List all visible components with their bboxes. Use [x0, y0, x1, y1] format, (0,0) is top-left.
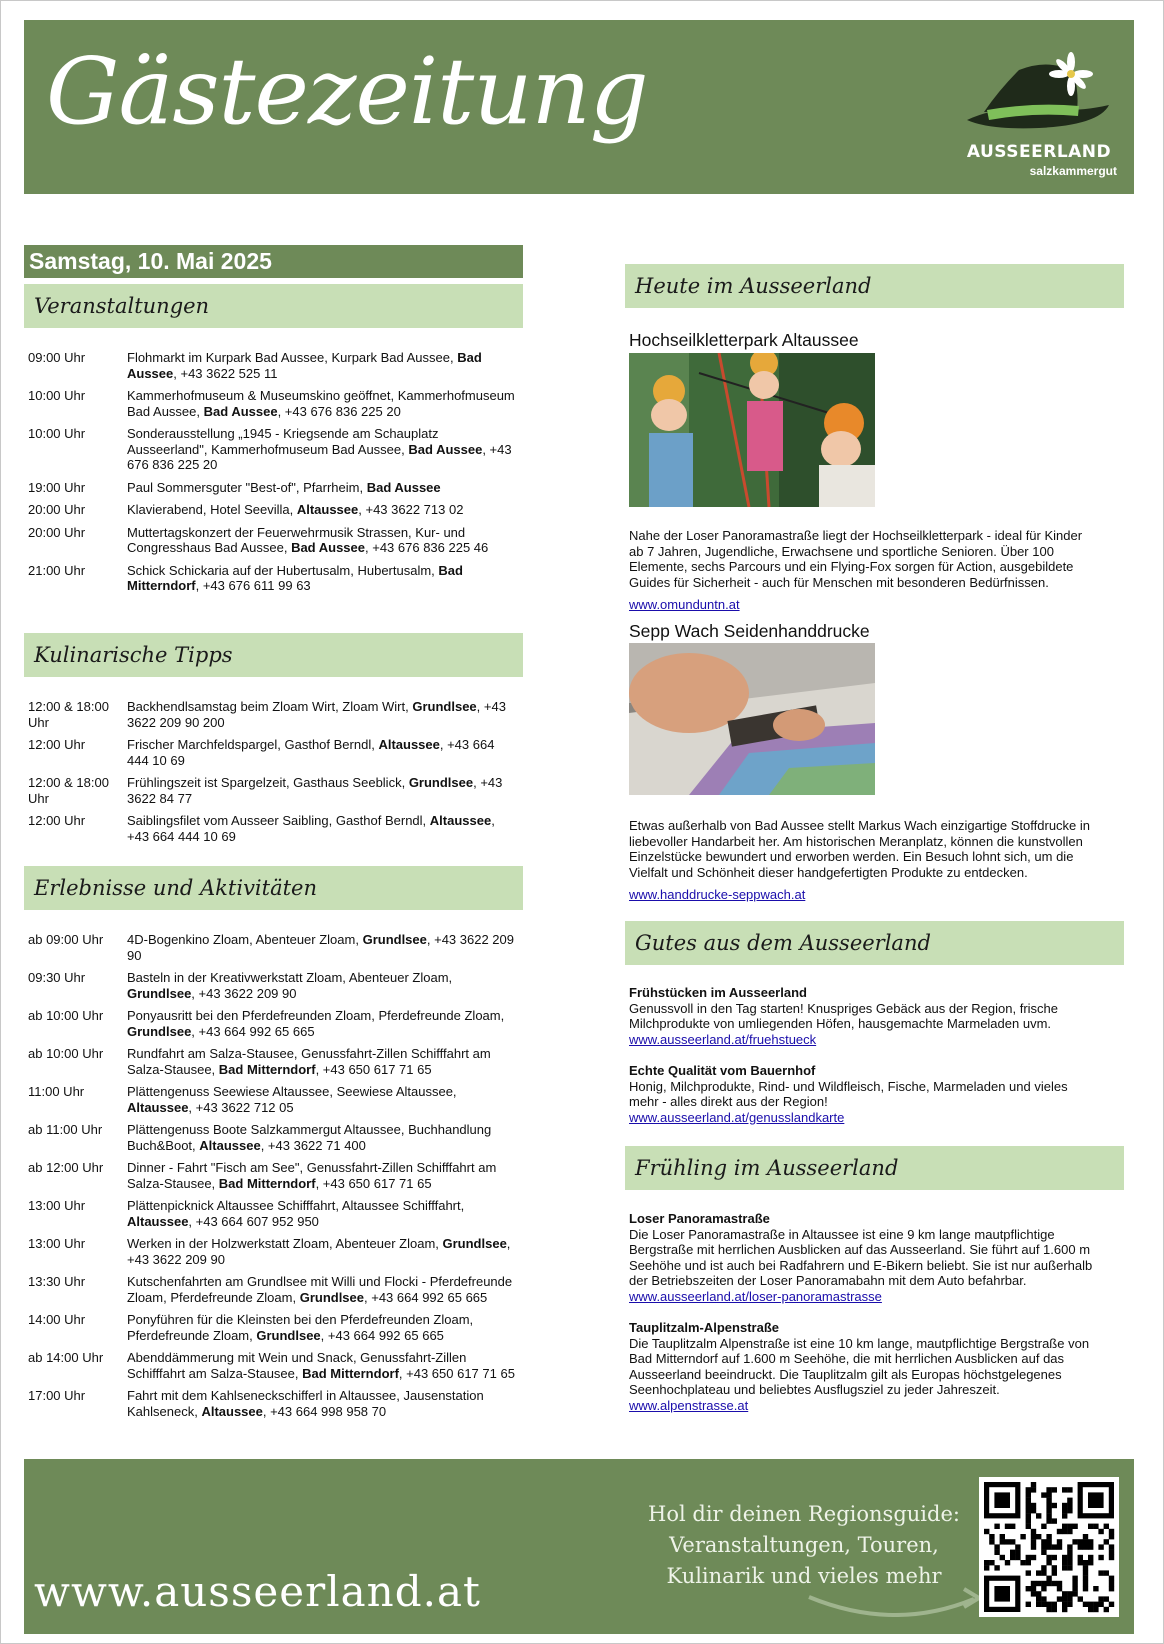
- event-phone: , +43 3622 71 400: [260, 1137, 366, 1153]
- ausseerland-logo[interactable]: [959, 50, 1119, 180]
- event-row: [28, 1350, 518, 1381]
- today-item-text: Etwas außerhalb von Bad Aussee stellt Markus Wach einzigartige Stoffdrucke in liebevoller Handarbeit her. Am historischen Meranplatz, können die kunstvollen Einzelstücke bewundert und erworben werden. Ein Besuch lohnt sich, um die Vielfalt und Schönheit dieser handgefertigten Produkte zu entdecken.: [629, 818, 1091, 880]
- event-time: 11:00 Uhr: [28, 1084, 85, 1099]
- event-row: [28, 970, 518, 1001]
- event-time: ab 11:00 Uhr: [28, 1122, 103, 1137]
- event-description: [127, 1350, 518, 1381]
- event-phone: , +43 650 617 71 65: [315, 1175, 432, 1191]
- culinary-list: [28, 699, 518, 851]
- event-description: [127, 737, 518, 768]
- event-title: Paul Sommersguter "Best-of", Pfarrheim,: [127, 479, 367, 495]
- event-row: [28, 1160, 518, 1191]
- good-item-link[interactable]: www.ausseerland.at/genusslandkarte: [629, 1109, 845, 1125]
- event-description: [127, 1160, 518, 1191]
- event-time: 12:00 Uhr: [28, 813, 86, 828]
- event-row: [28, 1388, 518, 1419]
- event-time: 12:00 & 18:00 Uhr: [28, 775, 109, 806]
- event-place: Altaussee: [127, 1099, 189, 1115]
- event-time: ab 10:00 Uhr: [28, 1008, 104, 1023]
- footer-url[interactable]: www.ausseerland.at: [34, 1567, 481, 1616]
- event-title: 4D-Bogenkino Zloam, Abenteuer Zloam,: [127, 932, 363, 947]
- event-time: 09:30 Uhr: [28, 970, 86, 985]
- spring-item-link[interactable]: www.ausseerland.at/loser-panoramastrasse: [629, 1288, 882, 1304]
- event-place: Bad Aussee: [408, 441, 483, 457]
- qr-code[interactable]: [979, 1477, 1119, 1617]
- section-activities-heading: Erlebnisse und Aktivitäten: [24, 866, 523, 910]
- event-description: [127, 1312, 518, 1343]
- good-item-title: Echte Qualität vom Bauernhof: [629, 1063, 816, 1078]
- event-place: Altaussee: [127, 1213, 189, 1229]
- event-place: Grundlsee: [256, 1327, 321, 1343]
- event-place: Altaussee: [201, 1403, 263, 1419]
- event-time: 20:00 Uhr: [28, 524, 86, 540]
- event-phone: , +43 664 444 10 69: [127, 737, 495, 768]
- event-time: 20:00 Uhr: [28, 502, 86, 517]
- event-time: ab 10:00 Uhr: [28, 1046, 104, 1061]
- event-phone: , +43 3622 712 05: [188, 1099, 294, 1115]
- event-title: Klavierabend, Hotel Seevilla,: [127, 502, 297, 517]
- event-phone: , +43 3622 525 11: [173, 365, 278, 381]
- event-time: ab 09:00 Uhr: [28, 932, 104, 947]
- event-place: Bad Mitterndorf: [302, 1365, 399, 1381]
- event-phone: , +43 664 992 65 665: [320, 1327, 444, 1343]
- event-description: [127, 1236, 518, 1267]
- event-title: Plättenpicknick Altaussee Schifffahrt, Altaussee Schifffahrt,: [127, 1198, 465, 1213]
- event-time: 13:30 Uhr: [28, 1274, 86, 1289]
- event-title: Werken in der Holzwerkstatt Zloam, Abenteuer Zloam,: [127, 1236, 443, 1251]
- event-description: [127, 1388, 518, 1419]
- event-phone: , +43 3622 209 90 200: [127, 699, 506, 730]
- event-place: Altaussee: [378, 737, 440, 752]
- event-description: [127, 932, 518, 963]
- event-time: 10:00 Uhr: [28, 388, 86, 403]
- event-phone: , +43 650 617 71 65: [315, 1061, 432, 1077]
- event-time: 13:00 Uhr: [28, 1236, 86, 1251]
- event-title: Abenddämmerung mit Wein und Snack, Genussfahrt-Zillen Schifffahrt am Salza-Stausee,: [127, 1350, 467, 1381]
- event-phone: , +43 664 992 65 665: [191, 1023, 315, 1039]
- event-description: [127, 525, 518, 556]
- date-heading: Samstag, 10. Mai 2025: [24, 245, 523, 278]
- event-title: Fahrt mit dem Kahlseneckschifferl in Altaussee, Jausenstation Kahlseneck,: [127, 1388, 484, 1419]
- event-row: [28, 1084, 518, 1115]
- event-place: Grundlsee: [408, 775, 474, 790]
- spring-item-title: Tauplitzalm-Alpenstraße: [629, 1320, 780, 1335]
- event-title: Frühlingszeit ist Spargelzeit, Gasthaus Seeblick,: [127, 775, 409, 790]
- event-description: [127, 480, 518, 496]
- event-description: [127, 970, 518, 1001]
- event-row: [28, 502, 518, 518]
- event-place: Bad Mitterndorf: [127, 562, 463, 593]
- footer-banner: [24, 1459, 1134, 1634]
- event-row: [28, 813, 518, 844]
- event-description: [127, 502, 518, 518]
- event-time: 09:00 Uhr: [28, 350, 86, 365]
- event-row: [28, 480, 518, 496]
- event-phone: , +43 676 611 99 63: [195, 578, 311, 593]
- section-culinary-heading: Kulinarische Tipps: [24, 633, 523, 677]
- event-row: [28, 1236, 518, 1267]
- event-title: Kammerhofmuseum & Museumskino geöffnet, Kammerhofmuseum Bad Aussee,: [127, 388, 515, 419]
- climbing-park-photo: [629, 353, 875, 507]
- logo-wordmark: AUSSEERLAND: [966, 142, 1112, 162]
- event-row: [28, 932, 518, 963]
- header-banner: [24, 20, 1134, 194]
- event-title: Sonderausstellung „1945 - Kriegsende am Schauplatz Ausseerland", Kammerhofmuseum Bad Aussee,: [127, 426, 439, 457]
- event-phone: , +43 3622 209 90: [127, 932, 514, 963]
- event-row: [28, 350, 518, 381]
- event-phone: , +43 664 992 65 665: [364, 1289, 488, 1305]
- event-row: [28, 388, 518, 419]
- guide-line: Kulinarik und vieles mehr: [666, 1564, 942, 1588]
- event-phone: , +43 3622 209 90: [127, 1236, 511, 1267]
- event-place: Grundlsee: [362, 932, 427, 947]
- today-item-title: Hochseilkletterpark Altaussee: [629, 330, 859, 350]
- event-description: [127, 563, 518, 594]
- event-phone: , +43 3622 84 77: [127, 775, 503, 806]
- event-row: [28, 563, 518, 594]
- hat-icon: [959, 50, 1119, 145]
- section-today-heading: Heute im Ausseerland: [625, 264, 1124, 308]
- event-phone: , +43 664 444 10 69: [127, 813, 495, 844]
- event-time: 19:00 Uhr: [28, 479, 86, 495]
- event-title: Frischer Marchfeldspargel, Gasthof Berndl,: [127, 737, 379, 752]
- event-description: [127, 1046, 518, 1077]
- event-place: Bad Mitterndorf: [218, 1061, 316, 1077]
- event-time: 21:00 Uhr: [28, 562, 86, 578]
- good-item: [629, 985, 1099, 1047]
- silk-print-photo: [629, 643, 875, 795]
- event-phone: , +43 676 836 225 20: [277, 403, 401, 419]
- event-place: Grundlsee: [127, 1023, 192, 1039]
- event-time: 13:00 Uhr: [28, 1198, 86, 1213]
- page-title: Gästezeitung: [46, 38, 648, 145]
- event-time: 10:00 Uhr: [28, 426, 86, 441]
- today-item-title: Sepp Wach Seidenhanddrucke: [629, 621, 870, 641]
- event-description: [127, 699, 518, 730]
- event-description: [127, 775, 518, 806]
- logo-subtitle: salzkammergut: [1029, 164, 1117, 178]
- spring-item-text: Die Loser Panoramastraße in Altaussee ist eine 9 km lange mautpflichtige Bergstraße mit herrlichen Ausblicken auf das Ausseerland. Sie führt auf 1.600 m Seehöhe und ist auch bei Radfahrern und E-Bikern beliebt. Sie ist nur außerhalb der Betriebszeiten der Loser Panoramabahn mit dem Auto befahrbar.: [629, 1226, 1093, 1288]
- event-title: Flohmarkt im Kurpark Bad Aussee, Kurpark Bad Aussee,: [127, 350, 458, 365]
- event-place: Grundlsee: [299, 1289, 364, 1305]
- event-description: [127, 1008, 518, 1039]
- event-title: Basteln in der Kreativwerkstatt Zloam, Abenteuer Zloam,: [127, 970, 453, 985]
- event-title: Schick Schickaria auf der Hubertusalm, Hubertusalm,: [127, 562, 439, 578]
- event-place: Grundlsee: [442, 1236, 507, 1251]
- arrow-icon: [804, 1577, 994, 1617]
- event-row: [28, 1008, 518, 1039]
- event-place: Bad Aussee: [127, 350, 482, 381]
- event-place: Altaussee: [296, 502, 359, 517]
- event-row: [28, 699, 518, 730]
- event-title: Ponyausritt bei den Pferdefreunden Zloam, Pferdefreunde Zloam,: [127, 1008, 505, 1023]
- event-place: Bad Aussee: [291, 540, 365, 555]
- guide-line: Hol dir deinen Regionsguide:: [648, 1502, 960, 1526]
- event-description: [127, 1084, 518, 1115]
- event-place: Grundlsee: [412, 699, 477, 714]
- event-phone: , +43 664 998 958 70: [262, 1403, 387, 1419]
- event-phone: , +43 664 607 952 950: [188, 1213, 319, 1229]
- spring-item-title: Loser Panoramastraße: [629, 1211, 770, 1226]
- event-description: [127, 426, 518, 473]
- event-title: Dinner - Fahrt "Fisch am See", Genussfahrt-Zillen Schifffahrt am Salza-Stausee,: [127, 1160, 497, 1191]
- section-spring-heading: Frühling im Ausseerland: [625, 1146, 1124, 1190]
- event-description: [127, 1122, 518, 1153]
- event-title: Backhendlsamstag beim Zloam Wirt, Zloam Wirt,: [127, 699, 413, 714]
- event-title: Plättengenuss Boote Salzkammergut Altaussee, Buchhandlung Buch&Boot,: [127, 1122, 492, 1153]
- event-row: [28, 1122, 518, 1153]
- event-title: Muttertagskonzert der Feuerwehrmusik Strassen, Kur- und Congresshaus Bad Aussee,: [127, 524, 466, 555]
- event-phone: , +43 650 617 71 65: [398, 1365, 515, 1381]
- event-time: 12:00 Uhr: [28, 737, 86, 752]
- event-time: 14:00 Uhr: [28, 1312, 86, 1327]
- event-phone: , +43 3622 713 02: [358, 502, 464, 517]
- today-item-text: Nahe der Loser Panoramastraße liegt der Hochseilkletterpark - ideal für Kinder ab 7 Jahren, Jugendliche, Erwachsene und sportliche Senioren. Über 100 Elemente, sechs Parcours und ein Flying-Fox sorgen für Action, ausgebildete Guides für Sicherheit - auch für Menschen mit besonderen Bedürfnissen.: [629, 528, 1083, 590]
- event-phone: , +43 3622 209 90: [191, 985, 297, 1001]
- event-description: [127, 350, 518, 381]
- event-time: 17:00 Uhr: [28, 1388, 86, 1403]
- event-place: Bad Mitterndorf: [218, 1175, 316, 1191]
- event-description: [127, 813, 518, 844]
- event-title: Saiblingsfilet vom Ausseer Saibling, Gasthof Berndl,: [127, 813, 430, 828]
- event-row: [28, 737, 518, 768]
- good-item-text: Genussvoll in den Tag starten! Knuspriges Gebäck aus der Region, frische Milchprodukte von umliegenden Höfen, hausgemachte Marmeladen uvm.: [629, 1000, 1058, 1031]
- spring-item-link[interactable]: www.alpenstrasse.at: [629, 1397, 749, 1413]
- event-place: Bad Aussee: [366, 479, 441, 495]
- event-title: Kutschenfahrten am Grundlsee mit Willi und Flocki - Pferdefreunde Zloam, Pferdefreunde Zloam,: [127, 1274, 513, 1305]
- event-row: [28, 1046, 518, 1077]
- event-time: 12:00 & 18:00 Uhr: [28, 699, 109, 730]
- event-phone: , +43 676 836 225 46: [365, 540, 489, 555]
- event-title: Plättengenuss Seewiese Altaussee, Seewiese Altaussee,: [127, 1084, 457, 1099]
- event-row: [28, 775, 518, 806]
- event-row: [28, 1312, 518, 1343]
- event-time: ab 12:00 Uhr: [28, 1160, 104, 1175]
- today-item-link[interactable]: www.omunduntn.at: [629, 597, 740, 612]
- good-item-title: Frühstücken im Ausseerland: [629, 985, 807, 1000]
- event-place: Altaussee: [199, 1137, 261, 1153]
- spring-item-text: Die Tauplitzalm Alpenstraße ist eine 10 km lange, mautpflichtige Bergstraße von Bad Mitterndorf auf 1.600 m Seehöhe, die mit herrlichen Ausblicken auf das Ausseerland beeindruckt. Die Tauplitzalm gilt als Europas höchstgelegenes Seenhochplateau und beliebtes Ausflugsziel zu jeder Jahreszeit.: [629, 1335, 1090, 1397]
- event-row: [28, 1274, 518, 1305]
- event-title: Rundfahrt am Salza-Stausee, Genussfahrt-Zillen Schifffahrt am Salza-Stausee,: [127, 1046, 491, 1077]
- event-row: [28, 426, 518, 473]
- event-time: ab 14:00 Uhr: [28, 1350, 104, 1365]
- event-place: Altaussee: [429, 813, 492, 828]
- event-phone: , +43 676 836 225 20: [127, 441, 512, 472]
- good-item: [629, 1063, 1099, 1125]
- spring-item: [629, 1320, 1099, 1413]
- good-item-link[interactable]: www.ausseerland.at/fruehstueck: [629, 1031, 817, 1047]
- section-events-heading: Veranstaltungen: [24, 284, 523, 328]
- events-list: [28, 350, 518, 601]
- activities-list: [28, 932, 518, 1426]
- good-item-text: Honig, Milchprodukte, Rind- und Wildfleisch, Fische, Marmeladen und vieles mehr - alles direkt aus der Region!: [629, 1078, 1068, 1109]
- event-description: [127, 1274, 518, 1305]
- qr-code-icon: [979, 1477, 1119, 1617]
- event-description: [127, 1198, 518, 1229]
- event-title: Ponyführen für die Kleinsten bei den Pferdefreunden Zloam, Pferdefreunde Zloam,: [127, 1312, 474, 1343]
- event-description: [127, 388, 518, 419]
- section-good-heading: Gutes aus dem Ausseerland: [625, 921, 1124, 965]
- guide-line: Veranstaltungen, Touren,: [669, 1533, 939, 1557]
- today-item-link[interactable]: www.handdrucke-seppwach.at: [629, 887, 806, 902]
- event-row: [28, 1198, 518, 1229]
- spring-item: [629, 1211, 1099, 1304]
- event-place: Bad Aussee: [203, 403, 278, 419]
- event-row: [28, 525, 518, 556]
- event-place: Grundlsee: [127, 985, 192, 1001]
